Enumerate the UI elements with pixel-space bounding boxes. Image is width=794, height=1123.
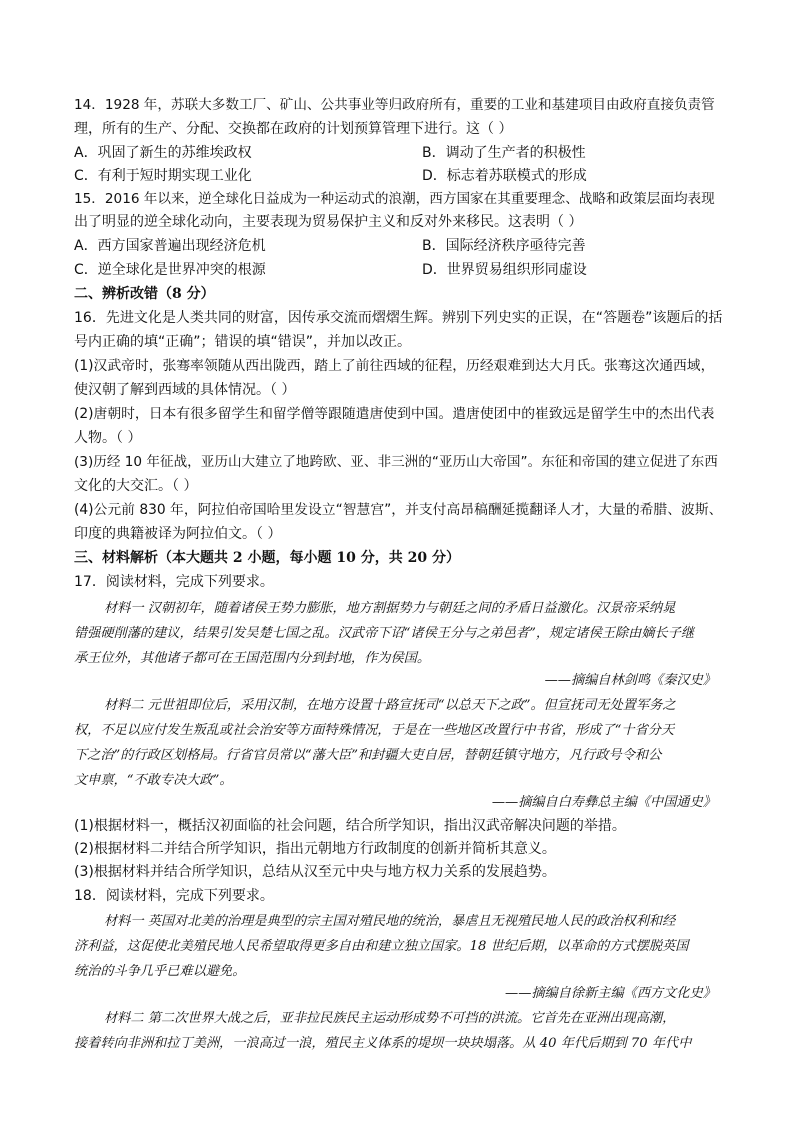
q18-intro: 18．阅读材料，完成下列要求。 [74, 888, 274, 904]
q14-option-c: C．有利于短时期实现工业化 [74, 168, 252, 184]
q16-item4-line2: 印度的典籍被译为阿拉伯文。（ ） [74, 526, 282, 542]
section-heading-correction: 二、辨析改错（8 分） [74, 286, 215, 302]
q17-material1-source: ——摘编自林剑鸣《秦汉史》 [544, 673, 716, 688]
q17-intro: 17．阅读材料，完成下列要求。 [74, 574, 274, 590]
q17-requirement2: (2)根据材料二并结合所学知识，指出元朝地方行政制度的创新并简析其意义。 [74, 841, 556, 857]
q14-option-a: A．巩固了新生的苏维埃政权 [74, 145, 252, 161]
q16-item3-line1: (3)历经 10 年征战，亚历山大建立了地跨欧、亚、非三洲的“亚历山大帝国”。东征和帝国的建立促进了东西 [74, 454, 718, 470]
q16-intro-line2: 号内正确的填“正确”；错误的填“错误”，并加以改正。 [74, 334, 412, 350]
q15-option-c: C．逆全球化是世界冲突的根源 [74, 262, 266, 278]
q17-material1-line2: 错强硬削藩的建议，结果引发吴楚七国之乱。汉武帝下诏“诸侯王分与之弟邑者”，规定诸侯王除由嫡长子继 [74, 626, 695, 641]
q18-material2-line1: 材料二 第二次世界大战之后，亚非拉民族民主运动形成势不可挡的洪流。它首先在亚洲出现高潮， [104, 1011, 676, 1026]
q16-item1-line1: (1)汉武帝时，张骞率领随从西出陇西，踏上了前往西域的征程，历经艰难到达大月氏。张骞这次通西域， [74, 358, 715, 374]
q15-stem-line2: 出了明显的逆全球化动向，主要表现为贸易保护主义和反对外来移民。这表明（ ） [74, 214, 583, 230]
q17-material1-line1: 材料一 汉朝初年，随着诸侯王势力膨胀，地方割据势力与朝廷之间的矛盾日益激化。汉景帝采纳晁 [104, 601, 676, 616]
q18-material1-line2: 济利益，这促使北美殖民地人民希望取得更多自由和建立独立国家。18 世纪后期，以革命的方式摆脱英国 [74, 939, 689, 954]
q16-item2-line2: 人物。（ ） [74, 430, 142, 446]
q16-intro-line1: 16．先进文化是人类共同的财富，因传承交流而熠熠生辉。辨别下列史实的正误，在“答题卷”该题后的括 [74, 310, 723, 326]
q16-item2-line1: (2)唐朝时，日本有很多留学生和留学僧等跟随遣唐使到中国。遣唐使团中的崔致远是留学生中的杰出代表 [74, 406, 715, 422]
q15-option-d: D．世界贸易组织形同虚设 [422, 262, 587, 278]
q16-item3-line2: 文化的大交汇。（ ） [74, 478, 198, 494]
q15-option-b: B．国际经济秩序亟待完善 [422, 238, 586, 254]
q17-material2-line1: 材料二 元世祖即位后，采用汉制，在地方设置十路宣抚司“以总天下之政”。但宣抚司无处置军务之 [104, 698, 676, 713]
q17-material2-line4: 文申禀，“不敢专决大政”。 [74, 773, 233, 788]
section-heading-materials: 三、材料解析（本大题共 2 小题，每小题 10 分，共 20 分） [74, 550, 460, 566]
q18-material1-line3: 统治的斗争几乎已难以避免。 [74, 964, 246, 979]
q15-options-row2 [74, 259, 587, 281]
q14-options-row1 [74, 142, 586, 164]
q18-material1-source: ——摘编自徐新主编《西方文化史》 [505, 986, 716, 1001]
q15-stem-line1: 15．2016 年以来，逆全球化日益成为一种运动式的浪潮，西方国家在其重要理念、战略和政策层面均表现 [74, 191, 715, 207]
q16-item1-line2: 使汉朝了解到西域的具体情况。（ ） [74, 382, 296, 398]
q14-options-row2 [74, 165, 587, 187]
q14-option-b: B．调动了生产者的积极性 [422, 145, 586, 161]
q14-stem-line2: 理，所有的生产、分配、交换都在政府的计划预算管理下进行。这（ ） [74, 121, 513, 137]
q17-requirement1: (1)根据材料一，概括汉初面临的社会问题，结合所学知识，指出汉武帝解决问题的举措。 [74, 818, 626, 834]
q18-material2-line2: 接着转向非洲和拉丁美洲，一浪高过一浪，殖民主义体系的堤坝一块块塌落。从 40 年代后期到 70 年代中 [74, 1036, 692, 1051]
q17-material2-source: ——摘编自白寿彝总主编《中国通史》 [491, 795, 716, 810]
q15-options-row1 [74, 235, 586, 257]
q17-requirement3: (3)根据材料并结合所学知识，总结从汉至元中央与地方权力关系的发展趋势。 [74, 864, 556, 880]
q16-item4-line1: (4)公元前 830 年，阿拉伯帝国哈里发设立“智慧宫”，并支付高昂稿酬延揽翻译人才，大量的希腊、波斯、 [74, 502, 723, 518]
q17-material2-line3: 下之治”的行政区划格局。行省官员常以“藩大臣”和封疆大吏自居，替朝廷镇守地方，凡行政号令和公 [74, 748, 662, 763]
q17-material2-line2: 权，不足以应付发生叛乱或社会治安等方面特殊情况，于是在一些地区改置行中书省，形成了“十省分天 [74, 723, 675, 738]
q17-material1-line3: 承王位外，其他诸子都可在王国范围内分到封地，作为侯国。 [74, 651, 431, 666]
q18-material1-line1: 材料一 英国对北美的治理是典型的宗主国对殖民地的统治，暴虐且无视殖民地人民的政治权利和经 [104, 914, 676, 929]
q15-option-a: A．西方国家普遍出现经济危机 [74, 238, 266, 254]
q14-stem-line1: 14．1928 年，苏联大多数工厂、矿山、公共事业等归政府所有，重要的工业和基建项目由政府直接负责管 [74, 97, 715, 113]
q14-option-d: D．标志着苏联模式的形成 [422, 168, 587, 184]
